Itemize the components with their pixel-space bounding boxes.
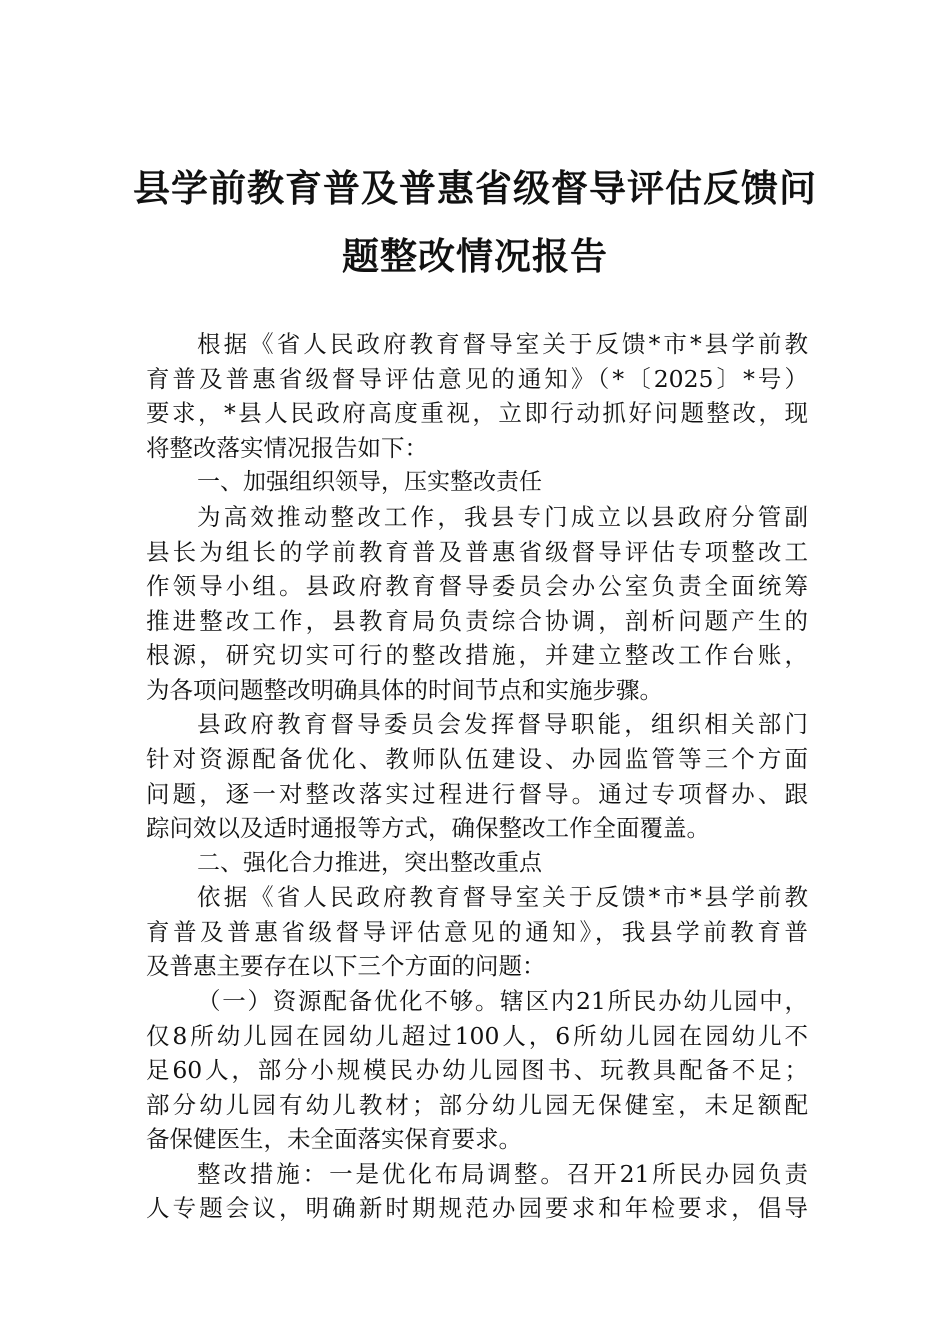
section-1-paragraph-line: 问题，逐一对整改落实过程进行督导。通过专项督办、跟 (146, 780, 808, 808)
intro-paragraph-line: 育普及普惠省级督导评估意见的通知》（*〔2025〕*号） (146, 365, 808, 393)
section-1-paragraph-line: 为各项问题整改明确具体的时间节点和实施步骤。 (146, 676, 663, 704)
section-heading-1: 一、加强组织领导，压实整改责任 (197, 469, 542, 495)
section-2-paragraph-line: 依据《省人民政府教育督导室关于反馈*市*县学前教 (197, 883, 808, 911)
section-1-paragraph-line: 踪问效以及适时通报等方式，确保整改工作全面覆盖。 (146, 814, 710, 842)
intro-paragraph-line: 要求，*县人民政府高度重视，立即行动抓好问题整改，现 (146, 399, 808, 427)
section-2-paragraph-line: 及普惠主要存在以下三个方面的问题： (146, 952, 546, 980)
section-heading-2: 二、强化合力推进，突出整改重点 (197, 850, 542, 876)
section-2-paragraph-line: 人专题会议，明确新时期规范办园要求和年检要求，倡导 (146, 1194, 808, 1222)
section-2-paragraph-line: 整改措施：一是优化布局调整。召开21所民办园负责 (197, 1160, 808, 1188)
section-1-paragraph-line: 县长为组长的学前教育普及普惠省级督导评估专项整改工 (146, 538, 808, 566)
section-2-paragraph-line: 部分幼儿园有幼儿教材；部分幼儿园无保健室，未足额配 (146, 1091, 808, 1119)
document-title-line-1: 县学前教育普及普惠省级督导评估反馈问 (133, 166, 817, 210)
section-2-paragraph-line: 足60人，部分小规模民办幼儿园图书、玩教具配备不足； (146, 1056, 808, 1084)
section-2-paragraph-line: 仅8所幼儿园在园幼儿超过100人，6所幼儿园在园幼儿不 (146, 1022, 808, 1050)
intro-paragraph-line: 将整改落实情况报告如下： (146, 434, 428, 462)
section-1-paragraph-line: 作领导小组。县政府教育督导委员会办公室负责全面统筹 (146, 572, 808, 600)
section-2-paragraph-line: （一）资源配备优化不够。辖区内21所民办幼儿园中， (197, 987, 808, 1015)
section-1-paragraph-line: 推进整改工作，县教育局负责综合协调，剖析问题产生的 (146, 607, 808, 635)
section-1-paragraph-line: 针对资源配备优化、教师队伍建设、办园监管等三个方面 (146, 745, 808, 773)
section-1-paragraph-line: 县政府教育督导委员会发挥督导职能，组织相关部门 (197, 710, 808, 738)
document-title-line-2: 题整改情况报告 (342, 234, 608, 278)
section-2-paragraph-line: 备保健医生，未全面落实保育要求。 (146, 1125, 522, 1153)
section-2-paragraph-line: 育普及普惠省级督导评估意见的通知》，我县学前教育普 (146, 918, 808, 946)
section-1-paragraph-line: 为高效推动整改工作，我县专门成立以县政府分管副 (197, 503, 808, 531)
intro-paragraph-line: 根据《省人民政府教育督导室关于反馈*市*县学前教 (197, 330, 808, 358)
section-1-paragraph-line: 根源，研究切实可行的整改措施，并建立整改工作台账， (146, 641, 808, 669)
